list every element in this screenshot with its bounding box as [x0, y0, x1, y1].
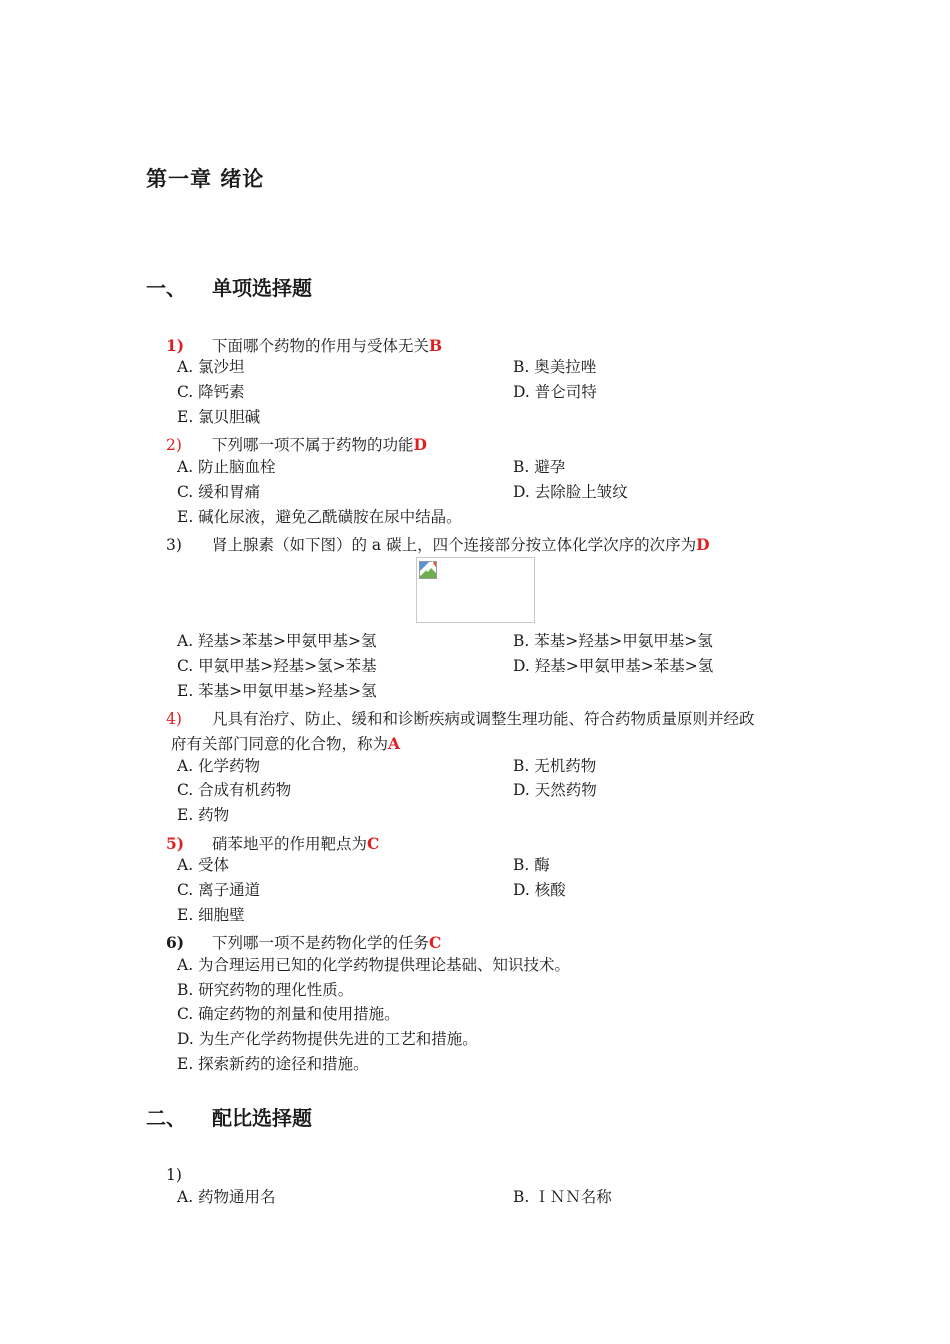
option-d: D. 普仑司特 — [513, 383, 597, 401]
option-a: A. 为合理运用已知的化学药物提供理论基础、知识技术。 — [177, 956, 571, 974]
question-number: 1) — [166, 1166, 182, 1184]
option-c: C. 离子通道 — [177, 881, 261, 899]
question-text: 肾上腺素（如下图）的 a 碳上，四个连接部分按立体化学次序的次序为 — [212, 536, 697, 554]
question-number: 6) — [166, 933, 185, 952]
answer-key: A — [388, 734, 401, 753]
section-title: 单项选择题 — [212, 276, 312, 300]
question-number: 1) — [166, 336, 185, 355]
option-c: C. 缓和胃痛 — [177, 483, 261, 501]
option-d: D. 天然药物 — [513, 781, 597, 799]
question-4-continued — [171, 734, 821, 754]
question-2 — [166, 435, 816, 455]
option-b: B. 研究药物的理化性质。 — [177, 981, 354, 999]
option-a: A. 氯沙坦 — [177, 358, 245, 376]
option-a: A. 羟基>苯基>甲氨甲基>氢 — [177, 632, 377, 650]
question-text-line2: 府有关部门同意的化合物，称为 — [171, 735, 389, 753]
option-c: C. 合成有机药物 — [177, 781, 292, 799]
chapter-title: 第一章 绪论 — [146, 167, 265, 191]
question-number: 5) — [166, 834, 185, 853]
question-number: 4) — [166, 710, 182, 728]
figure-placeholder — [416, 557, 535, 623]
section-number: 二、 — [146, 1106, 186, 1130]
option-c: C. 甲氨甲基>羟基>氢>苯基 — [177, 657, 377, 675]
question-1 — [166, 336, 816, 356]
broken-image-icon — [419, 561, 437, 583]
option-a: A. 防止脑血栓 — [177, 458, 276, 476]
option-a: A. 化学药物 — [177, 757, 261, 775]
option-b: B. 避孕 — [513, 458, 566, 476]
section-title: 配比选择题 — [212, 1106, 312, 1130]
answer-key: C — [367, 834, 380, 853]
option-b: B. 奥美拉唑 — [513, 358, 597, 376]
option-d: D. 去除脸上皱纹 — [513, 483, 628, 501]
answer-key: D — [696, 535, 710, 554]
answer-key: C — [429, 933, 442, 952]
option-a: A. 药物通用名 — [177, 1188, 276, 1206]
question-text: 下列哪一项不是药物化学的任务 — [212, 934, 430, 952]
question-5 — [166, 834, 816, 854]
answer-key: B — [429, 336, 443, 355]
question-text: 硝苯地平的作用靶点为 — [212, 835, 368, 853]
option-b: B. 酶 — [513, 856, 550, 874]
question-6 — [166, 933, 816, 953]
option-e: E. 碱化尿液，避免乙酰磺胺在尿中结晶。 — [177, 508, 462, 526]
question-text: 下列哪一项不属于药物的功能 — [212, 436, 414, 454]
option-b: B. 苯基>羟基>甲氨甲基>氢 — [513, 632, 713, 650]
answer-key: D — [413, 435, 427, 454]
question-text: 下面哪个药物的作用与受体无关 — [212, 337, 430, 355]
option-e: E. 探索新药的途径和措施。 — [177, 1055, 369, 1073]
section-heading-single-choice — [146, 272, 312, 301]
option-c: C. 降钙素 — [177, 383, 245, 401]
question-number: 2) — [166, 436, 182, 454]
question-number: 3) — [166, 536, 182, 554]
match-question-1 — [166, 1165, 816, 1185]
question-text-line1: 凡具有治疗、防止、缓和和诊断疾病或调整生理功能、符合药物质量原则并经政 — [212, 710, 755, 728]
option-e: E. 苯基>甲氨甲基>羟基>氢 — [177, 682, 377, 700]
option-e: E. 细胞壁 — [177, 906, 245, 924]
question-3 — [166, 535, 816, 555]
option-d: D. 羟基>甲氨甲基>苯基>氢 — [513, 657, 714, 675]
option-d: D. 核酸 — [513, 881, 566, 899]
option-b: B. ＩＮＮ名称 — [513, 1188, 612, 1206]
option-a: A. 受体 — [177, 856, 230, 874]
option-e: E. 药物 — [177, 806, 230, 824]
section-heading-matching — [146, 1102, 312, 1131]
option-e: E. 氯贝胆碱 — [177, 408, 261, 426]
option-d: D. 为生产化学药物提供先进的工艺和措施。 — [177, 1030, 478, 1048]
question-4 — [166, 709, 816, 729]
section-number: 一、 — [146, 276, 186, 300]
option-c: C. 确定药物的剂量和使用措施。 — [177, 1005, 400, 1023]
option-b: B. 无机药物 — [513, 757, 597, 775]
